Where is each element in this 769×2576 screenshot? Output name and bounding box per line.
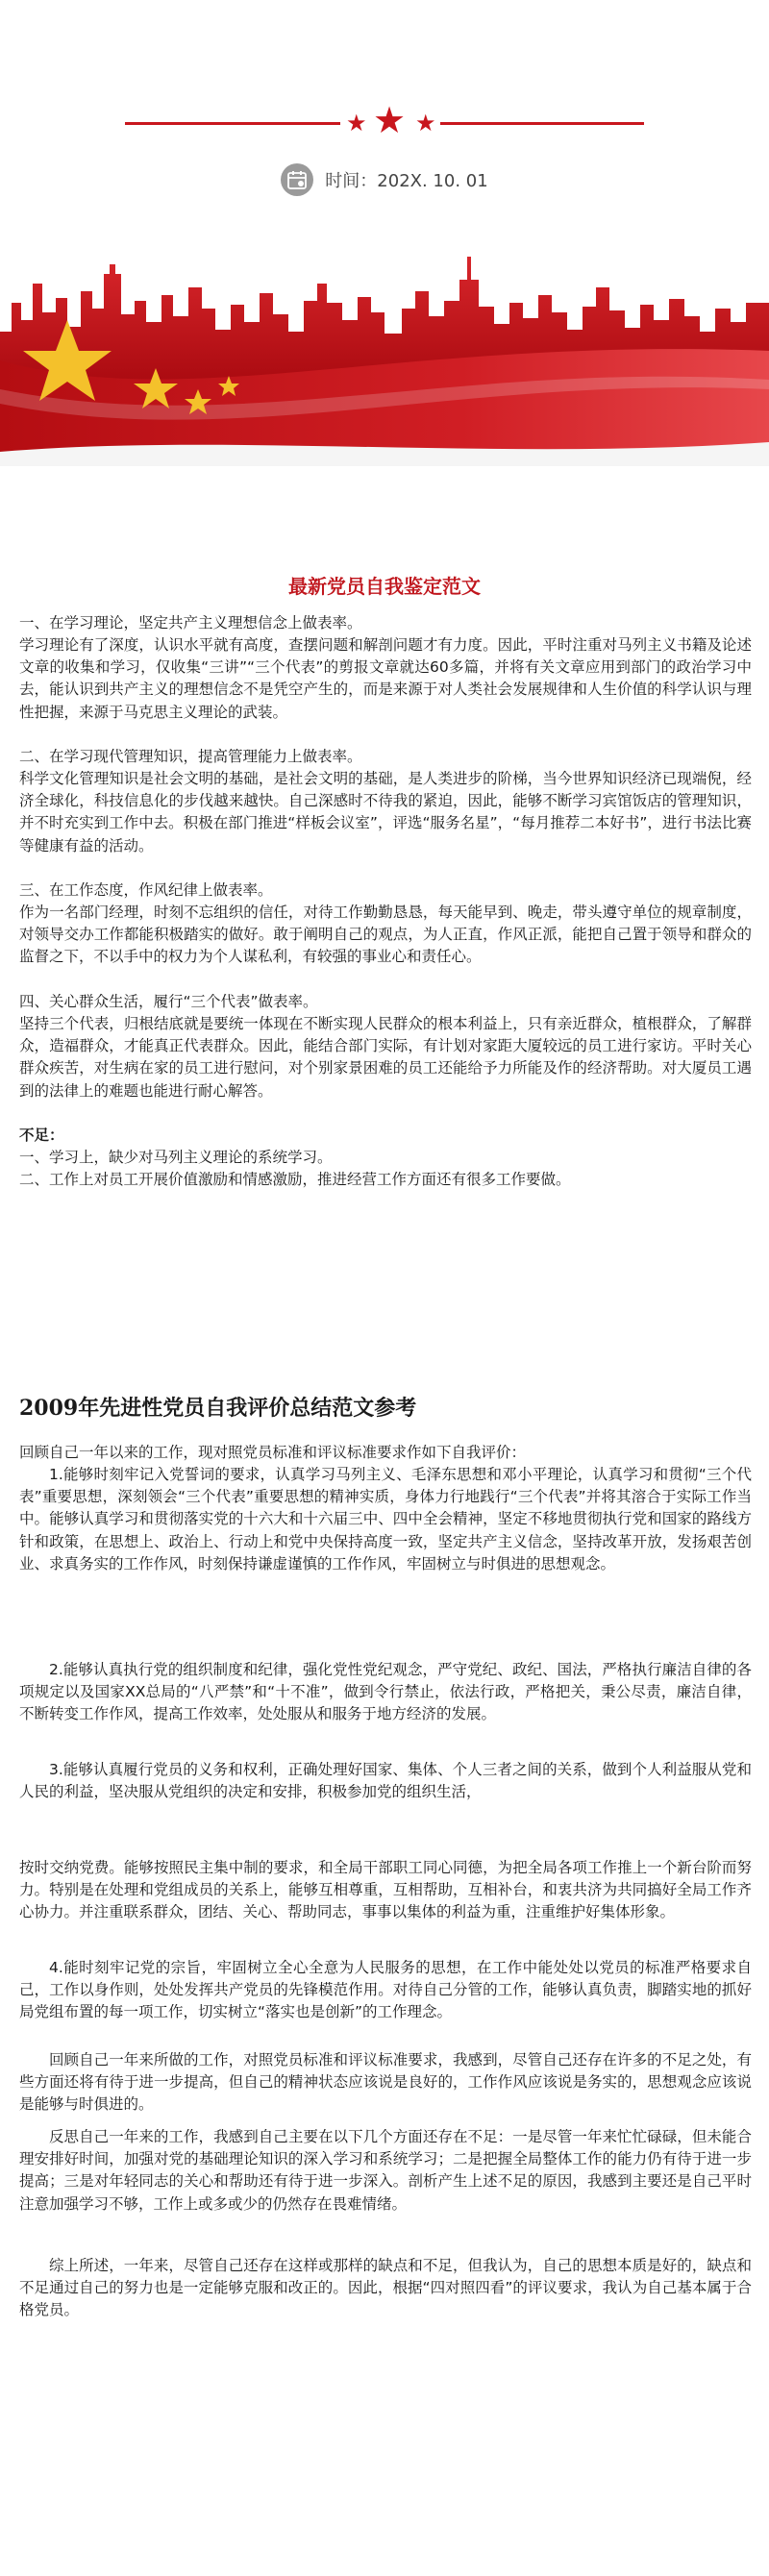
deficiency-heading: 不足： (19, 1127, 64, 1144)
paragraph: 3.能够认真履行党员的义务和权利，正确处理好国家、集体、个人三者之间的关系，做到个人利益服从党和人民的利益，坚决服从党组织的决定和安排，积极参加党的组织生活， (19, 1761, 752, 1801)
time-row (0, 163, 769, 196)
paragraph: 二、工作上对员工开展价值激励和情感激励，推进经营工作方面还有很多工作要做。 (19, 1171, 571, 1188)
paragraph: 回顾自己一年以来的工作，现对照党员标准和评议标准要求作如下自我评价： (19, 1444, 527, 1461)
header-line-right (440, 122, 644, 125)
paragraph: 四、关心群众生活，履行“三个代表”做表率。 (19, 993, 318, 1010)
paragraph: 4.能时刻牢记党的宗旨，牢固树立全心全意为人民服务的思想，在工作中能处处以党员的标准严格要求自己，工作以身作则，处处发挥共产党员的先锋模范作用。对待自己分管的工作，能够认真负责，脚踏实地的抓好局党组布置的每一项工作，切实树立“落实也是创新”的工作理念。 (19, 1959, 752, 2021)
document-title: 最新党员自我鉴定范文 (288, 575, 481, 598)
time-label: 时间：202X. 10. 01 (325, 171, 488, 191)
paragraph: 综上所述，一年来，尽管自己还存在这样或那样的缺点和不足，但我认为，自己的思想本质是好的，缺点和不足通过自己的努力也是一定能够克服和改正的。因此，根据“四对照四看”的评议要求，我认为自己基本属于合格党员。 (19, 2257, 752, 2319)
paragraph: 回顾自己一年来所做的工作，对照党员标准和评议标准要求，我感到，尽管自己还存在许多的不足之处，有些方面还将有待于进一步提高，但自己的精神状态应该说是良好的，工作作风应该说是务实的，思想观念应该说是能够与时俱进的。 (19, 2051, 752, 2114)
paragraph: 作为一名部门经理，时刻不忘组织的信任，对待工作勤勤恳恳，每天能早到、晚走，带头遵守单位的规章制度，对领导交办工作都能积极踏实的做好。敢于阐明自己的观点，为人正直，作风正派，能把自己置于领导和群众的监督之下，不以手中的权力为个人谋私利，有较强的事业心和责任心。 (19, 904, 752, 966)
paragraph: 2.能够认真执行党的组织制度和纪律，强化党性党纪观念，严守党纪、政纪、国法，严格执行廉洁自律的各项规定以及国家XX总局的“八严禁”和“十不准”，做到令行禁止，依法行政，严格把关，秉公尽责，廉洁自律，不断转变工作作风，提高工作效率，处处服从和服务于地方经济的发展。 (19, 1661, 752, 1723)
paragraph: 学习理论有了深度，认识水平就有高度，查摆问题和解剖问题才有力度。因此，平时注重对马列主义书籍及论述文章的收集和学习，仅收集“三讲”“三个代表”的剪报文章就达60多篇，并将有关文章应用到部门的政治学习中去，能认识到共产主义的理想信念不是凭空产生的，而是来源于对人类社会发展规律和人生价值的科学认识与理性把握，来源于马克思主义理论的武装。 (19, 636, 752, 721)
calendar-icon (281, 163, 313, 196)
paragraph: 反思自己一年来的工作，我感到自己主要在以下几个方面还存在不足：一是尽管一年来忙忙碌碌，但未能合理安排好时间，加强对党的基础理论知识的深入学习和系统学习；二是把握全局整体工作的能力仍有待于进一步提高；三是对年轻同志的关心和帮助还有待于进一步深入。剖析产生上述不足的原因，我感到主要还是自己平时注意加强学习不够，工作上或多或少的仍然存在畏难情绪。 (19, 2128, 752, 2213)
paragraph: 1.能够时刻牢记入党誓词的要求，认真学习马列主义、毛泽东思想和邓小平理论，认真学习和贯彻“三个代表”重要思想，深刻领会“三个代表”重要思想的精神实质，身体力行地践行“三个代表”并将其溶合于实际工作当中。能够认真学习和贯彻落实党的十六大和十六届三中、四中全会精神，坚定不移地贯彻执行党和国家的路线方针和政策，在思想上、政治上、行动上和党中央保持高度一致，坚定共产主义信念，坚持改革开放，发扬艰苦创业、求真务实的工作作风，时刻保持谦虚谨慎的工作作风，牢固树立与时俱进的思想观念。 (19, 1466, 752, 1573)
header-line-left (125, 122, 340, 125)
star-icon: ★ (373, 99, 407, 141)
star-icon: ★ (415, 110, 436, 136)
paragraph: 一、在学习理论，坚定共产主义理想信念上做表率。 (19, 614, 362, 632)
section-title: 2009年先进性党员自我评价总结范文参考 (19, 1396, 417, 1421)
paragraph: 三、在工作态度，作风纪律上做表率。 (19, 881, 273, 899)
paragraph: 二、在学习现代管理知识，提高管理能力上做表率。 (19, 748, 362, 765)
paragraph: 坚持三个代表，归根结底就是要统一体现在不断实现人民群众的根本利益上，只有亲近群众，植根群众，了解群众，造福群众，才能真正代表群众。因此，能结合部门实际，有计划对家距大厦较远的员工进行家访。平时关心群众疾苦，对生病在家的员工进行慰问，对个别家景困难的员工还能给予力所能及作的经济帮助。对大厦员工遇到的法律上的难题也能进行耐心解答。 (19, 1015, 752, 1100)
paragraph: 一、学习上，缺少对马列主义理论的系统学习。 (19, 1149, 333, 1166)
skyline-banner (0, 245, 769, 466)
star-icon: ★ (346, 110, 367, 136)
paragraph: 科学文化管理知识是社会文明的基础，是社会文明的基础，是人类进步的阶梯，当今世界知识经济已现端倪，经济全球化，科技信息化的步伐越来越快。自己深感时不待我的紧迫，因此，能够不断学习宾馆饭店的管理知识，并不时充实到工作中去。积极在部门推进“样板会议室”，评选“服务名星”，“每月推荐二本好书”，进行书法比赛等健康有益的活动。 (19, 770, 752, 855)
paragraph: 按时交纳党费。能够按照民主集中制的要求，和全局干部职工同心同德，为把全局各项工作推上一个新台阶而努力。特别是在处理和党组成员的关系上，能够互相尊重，互相帮助，互相补台，和衷共济为共同搞好全局工作齐心协力。并注重联系群众，团结、关心、帮助同志，事事以集体的利益为重，注重维护好集体形象。 (19, 1859, 752, 1921)
